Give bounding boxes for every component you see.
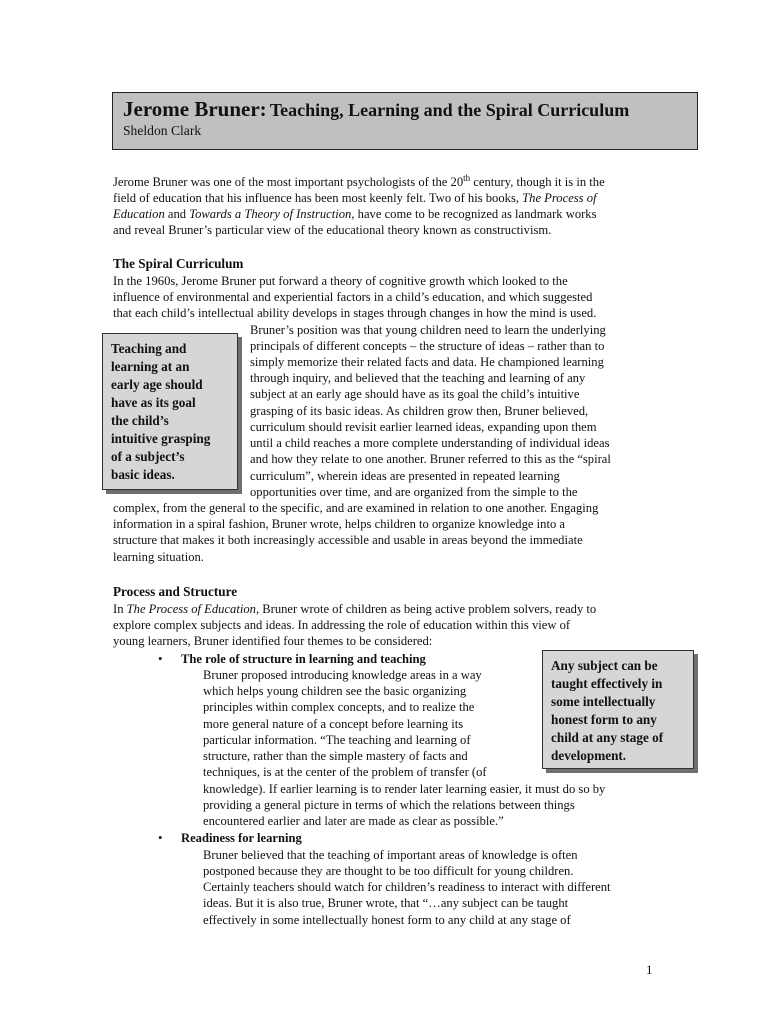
pull-quote-line: development. bbox=[551, 748, 627, 763]
bullet-line: postponed because they are thought to be too difficult for young children. bbox=[203, 864, 574, 878]
body-line: information in a spiral fashion, Bruner wrote, helps children to organize knowledge into a bbox=[113, 517, 565, 531]
book-title: Education bbox=[113, 207, 165, 221]
body-line: In the 1960s, Jerome Bruner put forward a theory of cognitive growth which looked to the bbox=[113, 274, 568, 288]
body-line: that each child’s intellectual ability develops in stages through changes in how the mind is used. bbox=[113, 306, 597, 320]
pull-quote-line: early age should bbox=[111, 377, 203, 392]
pull-quote-box bbox=[102, 333, 238, 490]
bullet-line: encountered earlier and later are made as clear as possible.” bbox=[203, 814, 504, 828]
intro-line bbox=[113, 174, 605, 190]
pull-quote-line: basic ideas. bbox=[111, 467, 175, 482]
superscript: th bbox=[463, 172, 471, 183]
body-line: complex, from the general to the specific, and are examined in relation to one another. Engaging bbox=[113, 501, 599, 515]
body-line: Bruner’s position was that young children need to learn the underlying bbox=[250, 323, 606, 337]
body-line: learning situation. bbox=[113, 550, 204, 564]
body-line: principals of different concepts – the structure of ideas – rather than to bbox=[250, 339, 605, 353]
bullet-title: Readiness for learning bbox=[181, 831, 302, 845]
pull-quote-line: Teaching and bbox=[111, 341, 187, 356]
body-line: until a child reaches a more complete understanding of individual ideas bbox=[250, 436, 610, 450]
text-span: field of education that his influence has been most keenly felt. Two of his books, bbox=[113, 191, 523, 205]
bullet-line: Bruner believed that the teaching of important areas of knowledge is often bbox=[203, 848, 578, 862]
bullet-line: Bruner proposed introducing knowledge areas in a way bbox=[203, 668, 482, 682]
text-span: have come to be recognized as landmark works bbox=[354, 207, 597, 221]
bullet-line: techniques, is at the center of the problem of transfer (of bbox=[203, 765, 487, 779]
body-line: and how they relate to one another. Bruner referred to this as the “spiral bbox=[250, 452, 611, 466]
pull-quote-line: Any subject can be bbox=[551, 658, 658, 673]
body-line: curriculum should revisit earlier learned ideas, expanding upon them bbox=[250, 420, 597, 434]
text-span: century, though it is in the bbox=[470, 175, 605, 189]
body-line bbox=[113, 601, 596, 617]
text-span: and bbox=[164, 207, 190, 221]
pull-quote-box bbox=[542, 650, 694, 769]
bullet-line: which helps young children see the basic organizing bbox=[203, 684, 467, 698]
body-line: curriculum”, wherein ideas are presented in repeated learning bbox=[250, 469, 560, 483]
body-line: opportunities over time, and are organized from the simple to the bbox=[250, 485, 578, 499]
pull-quote-line: the child’s bbox=[111, 413, 169, 428]
bullet-icon: • bbox=[158, 830, 163, 845]
bullet-line: more general nature of a concept before learning its bbox=[203, 717, 464, 731]
body-line: structure that makes it both increasingly accessible and usable in areas beyond the immediate bbox=[113, 533, 583, 547]
bullet-line: structure, rather than the simple mastery of facts and bbox=[203, 749, 468, 763]
bullet-line: particular information. “The teaching and learning of bbox=[203, 733, 471, 747]
pull-quote-line: taught effectively in bbox=[551, 676, 663, 691]
pull-quote-line: intuitive grasping bbox=[111, 431, 211, 446]
intro-line bbox=[113, 206, 597, 222]
body-line: simply memorize their related facts and data. He championed learning bbox=[250, 355, 604, 369]
book-title: The Process of Education, bbox=[126, 602, 260, 616]
intro-line: and reveal Bruner’s particular view of the educational theory known as constructivism. bbox=[113, 223, 552, 237]
bullet-line: principles within complex concepts, and to realize the bbox=[203, 700, 475, 714]
author-name: Sheldon Clark bbox=[123, 123, 202, 139]
pull-quote-line: child at any stage of bbox=[551, 730, 664, 745]
bullet-line: Certainly teachers should watch for children’s readiness to interact with different bbox=[203, 880, 611, 894]
section-heading: Process and Structure bbox=[113, 584, 238, 599]
body-line: through inquiry, and believed that the teaching and learning of any bbox=[250, 371, 586, 385]
book-title: Towards a Theory of Instruction, bbox=[189, 207, 355, 221]
document-title bbox=[123, 97, 687, 121]
pull-quote-line: honest form to any bbox=[551, 712, 657, 727]
title-name: Jerome Bruner: bbox=[123, 97, 267, 121]
pull-quote-line: some intellectually bbox=[551, 694, 656, 709]
title-subtitle: Teaching, Learning and the Spiral Curriculum bbox=[269, 100, 630, 120]
text-span: In bbox=[113, 602, 127, 616]
bullet-title: The role of structure in learning and teaching bbox=[181, 652, 426, 666]
book-title: The Process of bbox=[522, 191, 597, 205]
body-line: explore complex subjects and ideas. In addressing the role of education within this view of bbox=[113, 618, 571, 632]
pull-quote-line: have as its goal bbox=[111, 395, 196, 410]
section-heading: The Spiral Curriculum bbox=[113, 256, 244, 271]
pull-quote-line: of a subject’s bbox=[111, 449, 185, 464]
bullet-line: providing a general picture in terms of which the relations between things bbox=[203, 798, 575, 812]
body-line: subject at an early age should have as its goal the child’s intuitive bbox=[250, 387, 580, 401]
bullet-line: ideas. But it is also true, Bruner wrote, that “…any subject can be taught bbox=[203, 896, 569, 910]
title-box bbox=[112, 92, 698, 150]
text-span: Bruner wrote of children as being active problem solvers, ready to bbox=[259, 602, 597, 616]
intro-line bbox=[113, 190, 597, 206]
bullet-line: effectively in some intellectually honest form to any child at any stage of bbox=[203, 913, 571, 927]
text-span: Jerome Bruner was one of the most important psychologists of the 20 bbox=[113, 175, 464, 189]
bullet-icon: • bbox=[158, 651, 163, 666]
body-line: influence of environmental and experiential factors in a child’s education, and which suggested bbox=[113, 290, 593, 304]
pull-quote-line: learning at an bbox=[111, 359, 190, 374]
body-line: young learners, Bruner identified four themes to be considered: bbox=[113, 634, 433, 648]
page-number: 1 bbox=[646, 962, 653, 977]
body-line: grasping of its basic ideas. As children grow then, Bruner believed, bbox=[250, 404, 589, 418]
bullet-line: knowledge). If earlier learning is to render later learning easier, it must do so by bbox=[203, 782, 606, 796]
